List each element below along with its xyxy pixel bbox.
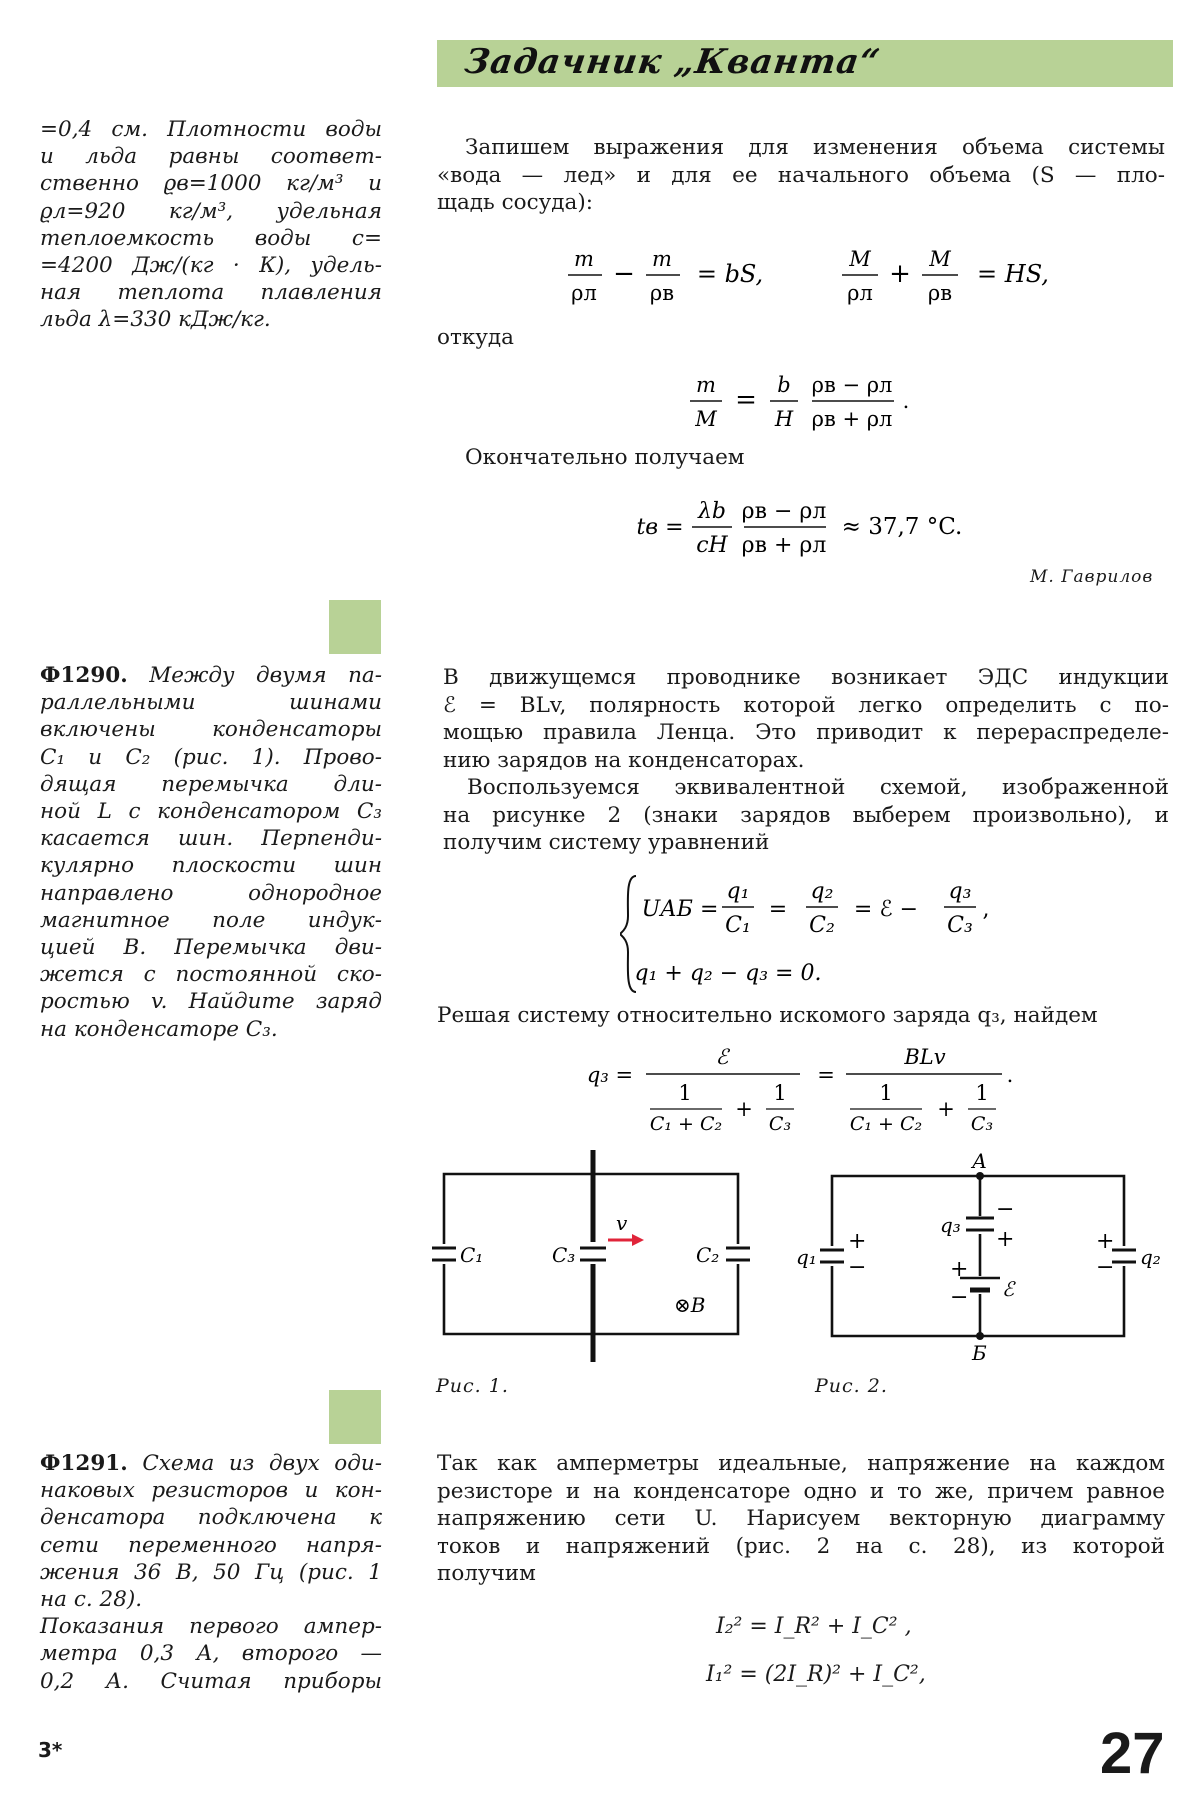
eq-one: 1 — [975, 1081, 989, 1105]
eq-c3: C₃ — [947, 913, 973, 938]
text-line: жения 36 В, 50 Гц (рис. 1 — [40, 1559, 382, 1585]
text-line: на конденсаторе C₃. — [40, 1016, 278, 1042]
eq-q3: q₃ — [948, 879, 972, 904]
text-line: на с. 28). — [40, 1587, 143, 1613]
figure-1-circuit — [430, 1146, 760, 1366]
paragraph-4: Решая систему относительно искомого заряда q₃, найдем — [437, 1003, 1098, 1028]
eq-blv: BLv — [904, 1045, 946, 1069]
eq-end: . — [902, 389, 910, 413]
text-line: Между двумя па- — [149, 663, 382, 688]
text-line: включены конденсаторы — [40, 717, 382, 743]
eq-M: M — [695, 407, 717, 431]
text-line: и льда равны соответ- — [40, 144, 382, 170]
label-v: v — [616, 1211, 628, 1235]
text-line: мощью правила Ленца. Это приводит к перераспределе- — [443, 720, 1169, 745]
text-line: магнитное поле индук- — [40, 907, 382, 933]
sign-plus: + — [996, 1227, 1015, 1252]
sign-minus: − — [996, 1197, 1015, 1222]
eq-equals: = — [735, 385, 757, 415]
header-banner — [437, 40, 1173, 87]
text-line: ная теплота плавления — [40, 280, 382, 306]
eq-equals: = — [817, 1063, 835, 1087]
eq-plus: + — [937, 1097, 955, 1121]
problem-label: Ф1290. — [40, 663, 128, 688]
eq-den1: cH — [696, 533, 728, 558]
eq-c1c2: C₁ + C₂ — [649, 1113, 723, 1135]
eq-H: H — [774, 407, 794, 431]
eq-q2: q₂ — [810, 879, 834, 904]
paragraph-1 — [437, 134, 1165, 217]
problem-f1290 — [40, 662, 382, 1043]
eq-rho-v: ρв — [927, 281, 953, 305]
text-line: нию зарядов на конденсаторах. — [443, 747, 805, 773]
text-line: на рисунке 2 (знаки зарядов выберем произвольно), и — [443, 802, 1169, 828]
text-line: цией B. Перемычка дви- — [40, 935, 382, 961]
equation-current-2: I₂² = I_R² + I_C² , — [716, 1614, 912, 1639]
section-marker — [329, 1390, 381, 1444]
sign-plus: + — [1096, 1229, 1115, 1254]
eq-lhs: q₃ = — [586, 1063, 634, 1087]
text-line: получим — [437, 1561, 536, 1586]
eq-m: m — [696, 373, 716, 397]
text-otkuda: откуда — [437, 325, 514, 350]
eq-q1: q₁ — [726, 879, 750, 904]
text-line: Показания первого ампер- — [40, 1614, 382, 1640]
eq-minus: − — [613, 259, 635, 289]
eq-m: m — [652, 247, 672, 271]
eq-rhs: = bS, — [696, 260, 764, 288]
eq-c3: C₃ — [970, 1113, 994, 1135]
eq-rho-l: ρл — [847, 281, 873, 305]
eq-c2: C₂ — [809, 913, 835, 938]
text-line: Запишем выражения для изменения объема системы — [465, 135, 1165, 160]
figure-2-circuit — [790, 1146, 1170, 1376]
eq-end: . — [1006, 1063, 1014, 1087]
text-line: направлено однородное — [40, 880, 382, 906]
paragraph-2 — [443, 664, 1169, 857]
text-line: жется с постоянной ско- — [40, 962, 382, 988]
eq-line2: q₁ + q₂ − q₃ = 0. — [634, 961, 822, 986]
text-line: ϱл=920 кг/м³, удельная — [40, 198, 382, 224]
eq-rho-l: ρл — [571, 281, 597, 305]
sign-minus: − — [848, 1255, 867, 1280]
page-number: 27 — [1100, 1721, 1165, 1786]
label-q2: q₂ — [1140, 1245, 1161, 1269]
text-line: «вода — лед» и для ее начального объема (S — пло- — [437, 162, 1165, 188]
eq-lhs: tв = — [636, 515, 684, 540]
eq-num1: λb — [697, 499, 727, 524]
text-line: Схема из двух оди- — [142, 1451, 382, 1476]
equation-ratio — [680, 364, 930, 434]
eq-num: ρв − ρл — [811, 373, 893, 397]
text-line: 0,2 А. Считая приборы — [40, 1668, 382, 1694]
text-final-intro: Окончательно получаем — [465, 445, 745, 470]
sheet-mark: 3* — [38, 1738, 63, 1762]
text-line: C₁ и C₂ (рис. 1). Прово- — [40, 744, 382, 770]
problem-f1291 — [40, 1450, 382, 1695]
intro-conditions — [40, 116, 382, 334]
eq-rhs2: = HS, — [977, 260, 1049, 288]
equation-temperature — [620, 488, 980, 562]
label-a: А — [972, 1149, 988, 1173]
label-c2: C₂ — [696, 1243, 720, 1267]
paragraph-5 — [437, 1450, 1165, 1588]
eq-one: 1 — [879, 1081, 893, 1105]
text-line: дящая перемычка дли- — [40, 771, 382, 797]
eq-c1: C₁ — [725, 913, 751, 938]
label-b: Б — [972, 1341, 987, 1365]
figure-1-caption: Рис. 1. — [436, 1375, 509, 1397]
figure-2-caption: Рис. 2. — [815, 1375, 888, 1397]
eq-c1c2: C₁ + C₂ — [849, 1113, 923, 1135]
author-signature: М. Гаврилов — [1030, 567, 1154, 587]
eq-result: ≈ 37,7 °C. — [841, 514, 963, 540]
eq-one: 1 — [773, 1081, 787, 1105]
eq-m: m — [574, 247, 594, 271]
text-line: наковых резисторов и кон- — [40, 1478, 382, 1504]
label-c3: C₃ — [552, 1243, 576, 1267]
text-line: =0,4 см. Плотности воды — [40, 117, 382, 142]
problem-label: Ф1291. — [40, 1451, 128, 1476]
text-line: кулярно плоскости шин — [40, 853, 382, 879]
equation-volume — [540, 236, 1080, 306]
eq-num2: ρв − ρл — [741, 499, 827, 524]
eq-uab: UАБ = — [641, 897, 719, 922]
eq-plus: + — [735, 1097, 753, 1121]
header-title: Задачник „Кванта“ — [462, 42, 883, 82]
text-line: щадь сосуда): — [437, 190, 593, 215]
text-line: сети переменного напря- — [40, 1532, 382, 1558]
section-marker — [329, 600, 381, 654]
text-line: ной L с конденсатором C₃ — [40, 799, 382, 825]
equation-charge — [580, 1040, 1020, 1140]
text-line: метра 0,3 А, второго — — [40, 1641, 382, 1667]
eq-one: 1 — [678, 1081, 692, 1105]
label-q1: q₁ — [796, 1245, 817, 1269]
sign-minus: − — [950, 1285, 969, 1310]
text-line: =4200 Дж/(кг · К), удель- — [40, 253, 382, 279]
label-c1: C₁ — [460, 1243, 484, 1267]
sign-minus: − — [1096, 1255, 1115, 1280]
sign-plus: + — [848, 1229, 867, 1254]
eq-rho-v: ρв — [649, 281, 675, 305]
label-b: ⊗B — [674, 1293, 706, 1317]
text-line: денсатора подключена к — [40, 1505, 382, 1531]
text-line: ственно ϱв=1000 кг/м³ и — [40, 171, 382, 197]
label-q3: q₃ — [940, 1213, 961, 1237]
eq-M: M — [849, 247, 871, 271]
eq-den2: ρв + ρл — [741, 533, 827, 558]
eq-equals: = — [768, 897, 788, 922]
equation-current-1: I₁² = (2I_R)² + I_C², — [706, 1662, 926, 1687]
eq-c3: C₃ — [768, 1113, 792, 1135]
eq-plus: + — [889, 259, 911, 289]
text-line: В движущемся проводнике возникает ЭДС индукции — [443, 665, 1169, 690]
text-line: токов и напряжений (рис. 2 на с. 28), из которой — [437, 1533, 1165, 1559]
equation-system — [620, 870, 1040, 1000]
text-line: теплоемкость воды с= — [40, 225, 382, 251]
eq-emf: ℰ — [715, 1045, 729, 1069]
text-line: касается шин. Перпенди- — [40, 826, 382, 852]
text-line: ростью v. Найдите заряд — [40, 989, 382, 1015]
label-emf: ℰ — [1002, 1277, 1015, 1301]
eq-den: ρв + ρл — [811, 407, 893, 431]
eq-M: M — [929, 247, 951, 271]
eq-comma: , — [982, 897, 990, 922]
eq-b: b — [777, 373, 791, 397]
text-line: резисторе и на конденсаторе одно и то же, причем равное — [437, 1478, 1165, 1504]
text-line: напряжению сети U. Нарисуем векторную диаграмму — [437, 1506, 1165, 1531]
text-line: льда λ=330 кДж/кг. — [40, 307, 271, 333]
text-line: раллельными шинами — [40, 690, 382, 716]
text-line: ℰ = BLv, полярность которой легко определить с по- — [443, 692, 1169, 718]
sign-plus: + — [950, 1257, 969, 1282]
text-line: получим систему уравнений — [443, 830, 770, 855]
text-line: Воспользуемся эквивалентной схемой, изображенной — [467, 775, 1169, 800]
eq-emf: = ℰ − — [853, 897, 919, 922]
text-line: Так как амперметры идеальные, напряжение на каждом — [437, 1451, 1165, 1476]
